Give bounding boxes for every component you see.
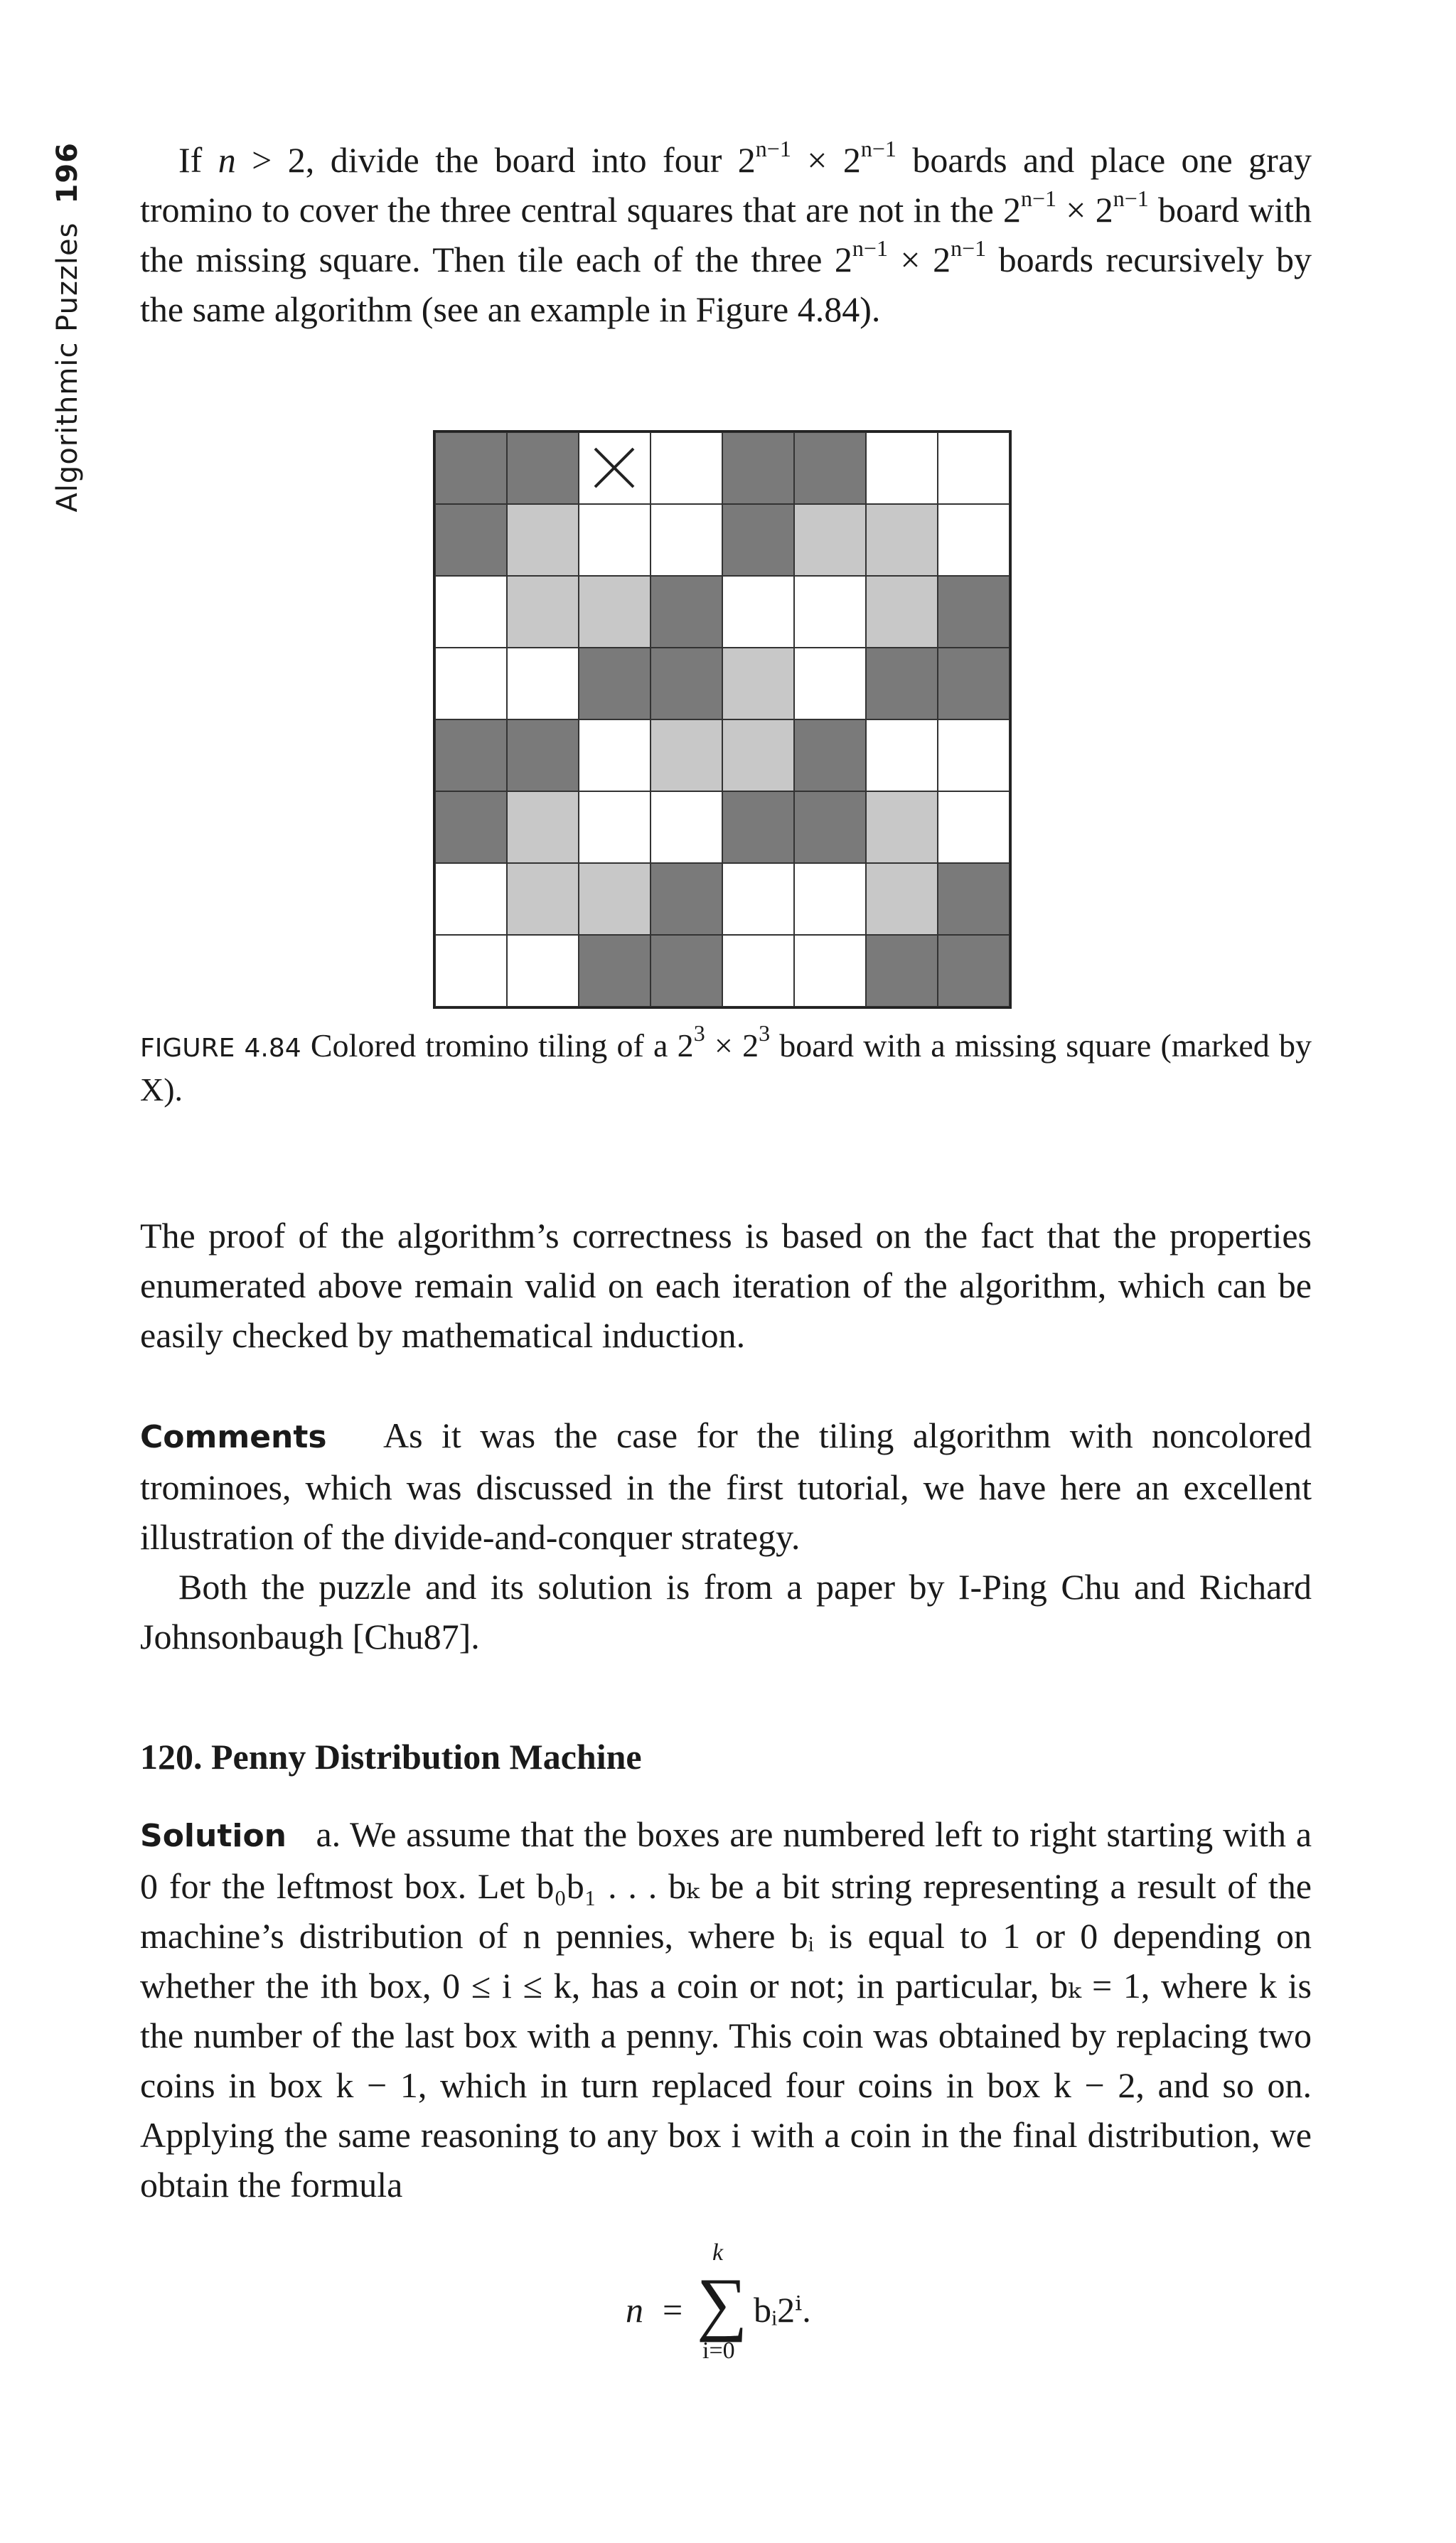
board-cell-dark [651, 648, 722, 719]
sum-formula [619, 2239, 846, 2367]
board-cell-white [866, 432, 938, 504]
board-cell-dark [579, 935, 651, 1007]
board-cell-dark [866, 935, 938, 1007]
tromino-figure [433, 430, 1012, 1009]
board-cell-dark [507, 432, 579, 504]
board-cell-dark [938, 648, 1010, 719]
board-cell-dark [722, 791, 794, 863]
exponent: 3 [759, 1020, 771, 1046]
board-cell-white [507, 935, 579, 1007]
exponent: n−1 [755, 136, 791, 161]
board-cell-dark [651, 863, 722, 935]
board-cell-dark [651, 935, 722, 1007]
text-run: × 2 [887, 240, 951, 279]
board-cell-dark [579, 648, 651, 719]
board-cell-white [651, 791, 722, 863]
solution-label: Solution [140, 1818, 287, 1854]
board-cell-dark [722, 432, 794, 504]
text-run: If [178, 140, 218, 180]
board-cell-dark [794, 719, 866, 791]
board-cell-white [722, 935, 794, 1007]
board-cell-light [722, 719, 794, 791]
board-cell-white [507, 648, 579, 719]
board-cell-white [435, 863, 507, 935]
caption-label: FIGURE 4.84 [140, 1034, 301, 1063]
board-cell-dark [651, 576, 722, 648]
board-cell-white [938, 432, 1010, 504]
board-cell-dark [435, 791, 507, 863]
board-cell-dark [794, 791, 866, 863]
tromino-board [433, 430, 1012, 1009]
figure-caption [140, 1020, 1312, 1110]
board-cell-light [507, 791, 579, 863]
intro-paragraph [140, 135, 1312, 334]
board-cell-light [866, 863, 938, 935]
sum-upper-limit: k [712, 2239, 724, 2266]
exponent: n−1 [852, 235, 888, 261]
var-n: n [218, 140, 236, 180]
solution-section [140, 1809, 1312, 2210]
board-cell-white [579, 504, 651, 576]
board-cell-light [794, 504, 866, 576]
formula-term: bᵢ2ⁱ. [754, 2290, 811, 2330]
text-run: > 2, divide the board into four 2 [235, 140, 756, 180]
board-cell-dark [507, 719, 579, 791]
exponent: 3 [693, 1020, 705, 1046]
board-cell-white [579, 791, 651, 863]
board-cell-white [794, 935, 866, 1007]
board-cell-white [938, 791, 1010, 863]
board-cell-white [866, 719, 938, 791]
sum-lower-limit: i=0 [702, 2338, 735, 2364]
proof-paragraph [140, 1211, 1312, 1360]
comments-text: As it was the case for the tiling algorithm with noncolored trominoes, which was discussed in the first tutorial, we have here an excellent illustration of the divide-and-conquer strategy. [140, 1415, 1312, 1557]
comments-text-2: Both the puzzle and its solution is from a paper by I-Ping Chu and Richard Johnsonbaugh [Chu87]. [140, 1567, 1312, 1656]
board-cell-dark [435, 432, 507, 504]
board-cell-white [722, 863, 794, 935]
board-cell-dark [938, 935, 1010, 1007]
text-run: board with the missing square. Then tile each of the three 2 [140, 190, 1312, 279]
exponent: n−1 [1021, 186, 1057, 211]
board-cell-white [435, 935, 507, 1007]
section-heading [140, 1736, 1312, 1777]
exponent: n−1 [860, 136, 896, 161]
board-cell-white [938, 719, 1010, 791]
text-run: Colored tromino tiling of a 2 [301, 1027, 694, 1064]
formula-equals: = [663, 2290, 683, 2330]
comments-section [140, 1410, 1312, 1661]
board-cell-white [938, 504, 1010, 576]
board-cell-white [794, 576, 866, 648]
board-cell-dark [866, 648, 938, 719]
board-cell-light [866, 504, 938, 576]
heading-text: 120. Penny Distribution Machine [140, 1737, 642, 1777]
text-run: × 2 [1056, 190, 1113, 230]
board-cell-white [435, 576, 507, 648]
board-cell-light [507, 863, 579, 935]
text-run: × 2 [705, 1027, 759, 1064]
board-cell-dark [794, 432, 866, 504]
board-cell-white [651, 504, 722, 576]
text-run: board with a missing square (marked by X). [140, 1027, 1312, 1108]
sigma-symbol: ∑ [697, 2264, 748, 2343]
page-number: 196 [51, 142, 84, 204]
board-cell-light [722, 648, 794, 719]
formula-lhs: n [626, 2290, 643, 2330]
text-run: × 2 [791, 140, 861, 180]
exponent: n−1 [951, 235, 987, 261]
board-cell-white [794, 863, 866, 935]
board-cell-dark [435, 719, 507, 791]
board-cell-light [866, 576, 938, 648]
text-run: boards and place one gray tromino to cover the three central squares that are not in the 2 [140, 140, 1312, 230]
board-cell-dark [938, 576, 1010, 648]
running-head-title: Algorithmic Puzzles [51, 222, 84, 513]
x-mark-icon [579, 433, 649, 503]
board-cell-light [507, 576, 579, 648]
board-cell-dark [722, 504, 794, 576]
proof-text: The proof of the algorithm’s correctness is based on the fact that the properties enumerated above remain valid on each iteration of the algorithm, which can be easily checked by mathematical induction. [140, 1216, 1312, 1355]
board-cell-white [651, 432, 722, 504]
text-run: boards recursively by the same algorithm (see an example in Figure 4.84). [140, 240, 1312, 329]
board-cell-light [579, 576, 651, 648]
board-cell-white [435, 648, 507, 719]
exponent: n−1 [1113, 186, 1149, 211]
board-cell-light [579, 863, 651, 935]
comments-label: Comments [140, 1419, 327, 1455]
board-cell-light [651, 719, 722, 791]
board-cell-dark [435, 504, 507, 576]
board-cell-white [579, 719, 651, 791]
board-cell-white [722, 576, 794, 648]
missing-square [579, 432, 651, 504]
board-cell-dark [938, 863, 1010, 935]
solution-text: a. We assume that the boxes are numbered left to right starting with a 0 for the leftmost box. Let b₀b₁ . . . bₖ be a bit string representing a result of the machine’s distribution of n pennies, where bᵢ is equal to 1 or 0 depending on whether the ith box, 0 ≤ i ≤ k, has a coin or not; in particular, bₖ = 1, where k is the number of the last box with a penny. This coin was obtained by replacing two coins in box k − 1, which in turn replaced four coins in box k − 2, and so on. Applying the same reasoning to any box i with a coin in the final distribution, we obtain the formula [140, 1814, 1312, 2205]
board-cell-light [507, 504, 579, 576]
board-cell-white [794, 648, 866, 719]
board-cell-light [866, 791, 938, 863]
